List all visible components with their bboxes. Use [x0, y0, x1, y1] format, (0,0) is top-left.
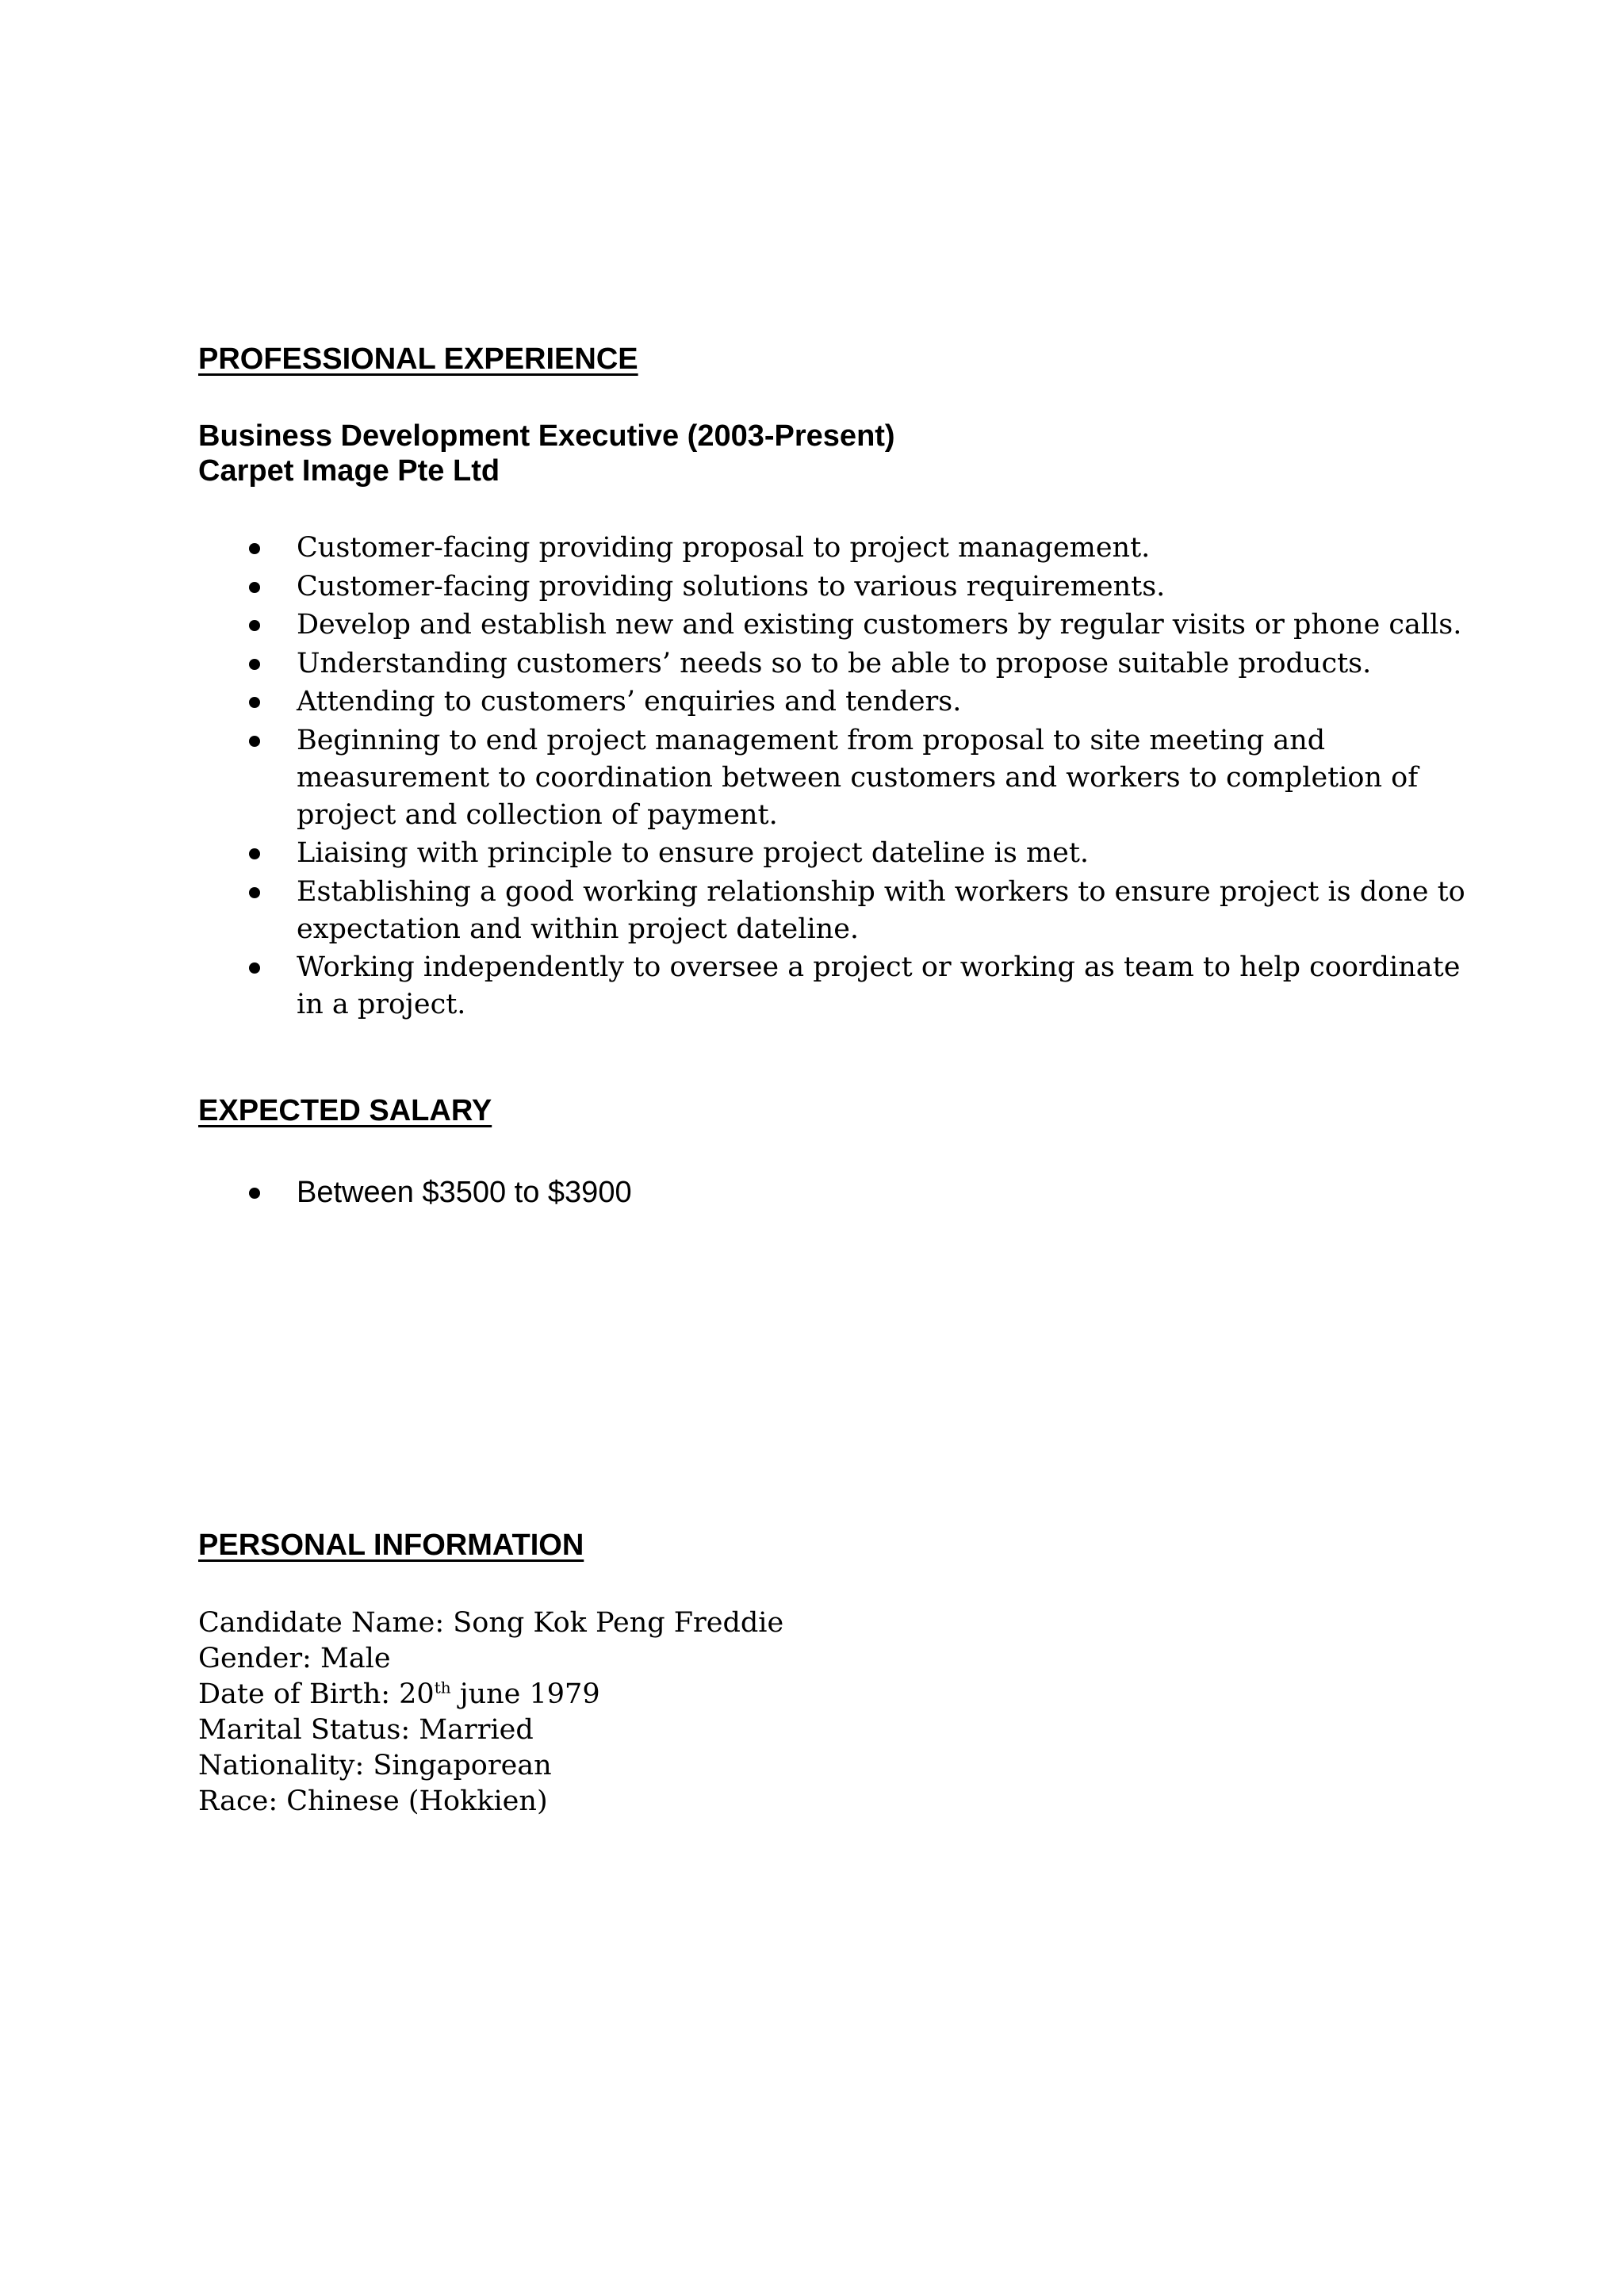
job-header: [198, 419, 895, 488]
professional-experience-heading: PROFESSIONAL EXPERIENCE: [198, 342, 638, 376]
list-item: [238, 949, 1470, 1024]
bullet-icon: [249, 887, 260, 898]
race: Race: Chinese (Hokkien): [198, 1785, 548, 1817]
company-name: Carpet Image Pte Ltd: [198, 454, 500, 488]
gender: Gender: Male: [198, 1643, 391, 1674]
list-item: [238, 1173, 1470, 1211]
nationality: Nationality: Singaporean: [198, 1750, 552, 1781]
marital-status: Marital Status: Married: [198, 1714, 534, 1746]
dob-suffix: june 1979: [450, 1678, 600, 1710]
date-of-birth: [198, 1677, 783, 1712]
salary-list: [238, 1173, 1470, 1211]
duty-text: Working independently to oversee a project or working as team to help coordinate in a project.: [297, 951, 1461, 1020]
job-title: Business Development Executive (2003-Present): [198, 419, 895, 453]
list-item: [238, 530, 1470, 567]
list-item: [238, 645, 1470, 683]
bullet-icon: [249, 736, 260, 747]
duty-text: Customer-facing providing solutions to various requirements.: [297, 570, 1166, 603]
duty-text: Customer-facing providing proposal to project management.: [297, 532, 1151, 564]
bullet-icon: [249, 848, 260, 859]
personal-information-heading: PERSONAL INFORMATION: [198, 1529, 584, 1562]
bullet-icon: [249, 620, 260, 631]
list-item: [238, 874, 1470, 948]
dob-ordinal: th: [434, 1678, 451, 1697]
bullet-icon: [249, 659, 260, 670]
duty-text: Beginning to end project management from proposal to site meeting and measurement to coordination between customers and workers to completion of project and collection of payment.: [297, 724, 1419, 831]
duty-text: Understanding customers’ needs so to be able to propose suitable products.: [297, 647, 1372, 679]
bullet-icon: [249, 962, 260, 974]
expected-salary-heading: EXPECTED SALARY: [198, 1094, 492, 1127]
bullet-icon: [249, 1188, 260, 1199]
bullet-icon: [249, 697, 260, 708]
list-item: [238, 683, 1470, 721]
candidate-name: Candidate Name: Song Kok Peng Freddie: [198, 1607, 784, 1639]
bullet-icon: [249, 543, 260, 554]
duty-text: Develop and establish new and existing customers by regular visits or phone calls.: [297, 609, 1462, 641]
list-item: [238, 607, 1470, 644]
duty-text: Attending to customers’ enquiries and tenders.: [297, 686, 962, 718]
duty-text: Liaising with principle to ensure project dateline is met.: [297, 837, 1090, 869]
salary-range: Between $3500 to $3900: [297, 1176, 632, 1209]
dob-prefix: Date of Birth: 20: [198, 1678, 435, 1710]
duty-text: Establishing a good working relationship with workers to ensure project is done to expectation and within project dateline.: [297, 875, 1465, 945]
duties-list: [238, 530, 1470, 1025]
bullet-icon: [249, 582, 260, 593]
list-item: [238, 722, 1470, 834]
list-item: [238, 568, 1470, 606]
personal-info-block: [198, 1605, 783, 1820]
list-item: [238, 835, 1470, 872]
